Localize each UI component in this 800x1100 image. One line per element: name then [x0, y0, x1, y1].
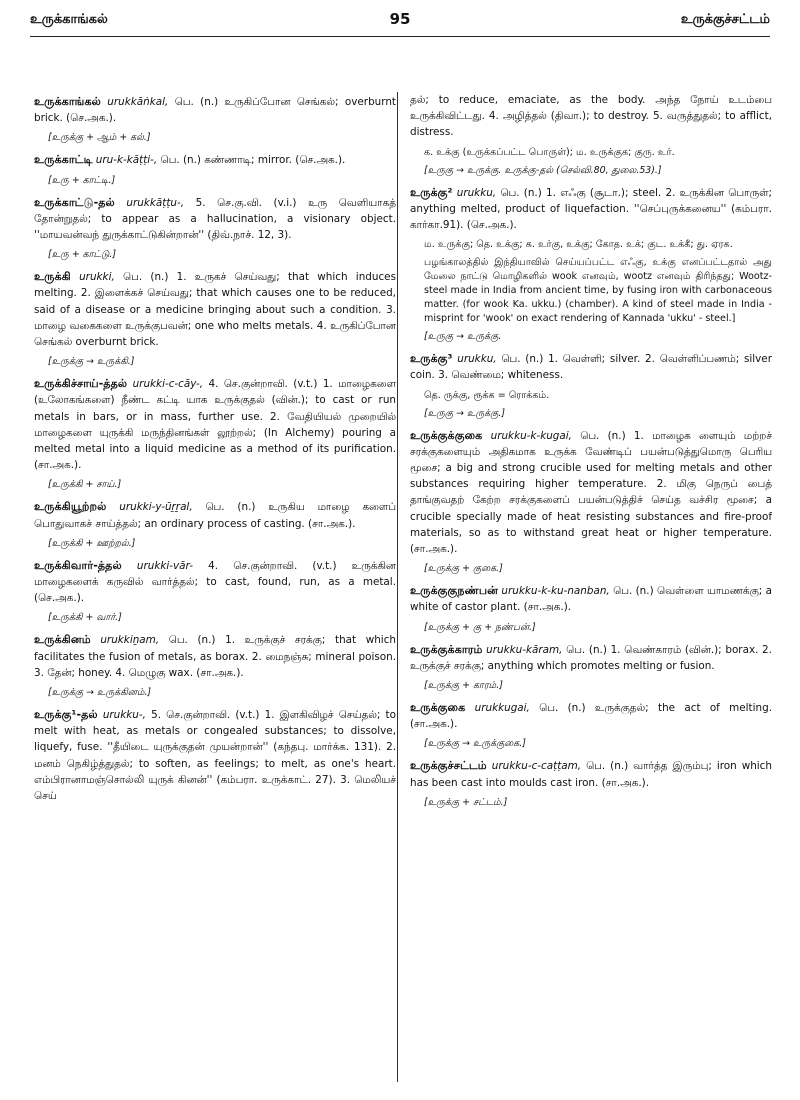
- entry-headword: உருக்கியூற்றல்: [34, 500, 107, 514]
- entry-transliteration: urukku,: [457, 353, 497, 366]
- dictionary-entry: [34, 94, 396, 126]
- entry-definition: பெ. (n.) உருகிய மாழை களைப் பொதுவாகச் சாய்த்தல்; an ordinary process of casting. (சா.அக.).: [34, 501, 396, 530]
- dictionary-entry: [34, 558, 396, 607]
- etymology: [உருகு → உருக்கு.: [424, 331, 502, 343]
- dictionary-entry: [410, 642, 772, 674]
- entry-definition: தல்; to reduce, emaciate, as the body. அந்த நோய் உடம்பை உருக்கிவிட்டது. 4. அழித்தல் (திவா.); to destroy. 5. வருத்துதல்; to afflict, distress.: [410, 94, 772, 139]
- dictionary-entry: [34, 499, 396, 531]
- entry-headword: உருக்கு²: [410, 185, 453, 199]
- entry-definition: பெ. (n.) 1. வெள்ளி; silver. 2. வெள்ளிப்பணம்; silver coin. 3. வெண்மை; whiteness.: [410, 353, 772, 382]
- entry-transliteration: urukku-c-caṭṭam,: [491, 760, 582, 773]
- dictionary-entry: [34, 376, 396, 473]
- dictionary-entry: [410, 92, 772, 141]
- entry-headword: உருக்கிச்சாய்-த்தல்: [34, 377, 128, 391]
- cognate-note: ம. உருக்கு; தெ. உக்கு; க. உர்கு, உக்கு; கோத. உக்; குட. உக்கீ; து. ஏரக.: [424, 239, 733, 251]
- etymology: [உருக்கு + காரம்.]: [424, 680, 503, 692]
- entry-headword: உருக்கிவார்-த்தல்: [34, 558, 122, 572]
- entry-transliteration: urukkiṉam,: [100, 634, 160, 647]
- entry-headword: உருக்குக்குகை: [410, 428, 483, 442]
- etymology: [உருகு → உருக்கு.]: [424, 407, 506, 419]
- dictionary-entry: [410, 758, 772, 790]
- entry-headword: உருக்குகை: [410, 701, 466, 715]
- entry-definition: 4. செ.குன்றாவி. (v.t.) 1. மாழைகளை (உலோகங்களை) நீண்ட கட்டி யாக உருக்குதல் (வின்.); to cast or run metals in bars, or in mass, further use. 2. வேதியியல் முறையில் மாழைகளை யுருக்கி மருந்தினங்கள் லூற்றல்; (In Alchemy) pouring a melted metal into a liquid medicine as a method of its purification. (சா.அக.).: [34, 378, 396, 472]
- entry-transliteration: uru-k-kāṭṭi-,: [95, 154, 158, 167]
- entry-definition: பெ. (n.) 1. உருகச் செய்வது; that which induces melting. 2. இளைக்கச் செய்வது; that which causes one to be reduced, said of a disease or a medicine bringing about such a condition. 3. மாழை வகைகளை உருக்குபவன்; one who melts metals. 4. உருகிப்போன செங்கல் overburnt brick.: [34, 271, 396, 349]
- entry-transliteration: urukkāṭṭu-,: [126, 196, 185, 209]
- dictionary-entry: [410, 428, 772, 558]
- entry-headword: உருக்காட்டி: [34, 153, 93, 167]
- entry-headword: உருக்காங்கல்: [34, 95, 101, 108]
- dictionary-entry: [34, 632, 396, 681]
- dictionary-entry: [34, 195, 396, 244]
- entry-headword: உருக்குக்காரம்: [410, 642, 483, 656]
- etymology: [உருக்கு → உருக்குகை.]: [424, 738, 526, 750]
- cognate-note: தெ. ருக்கு, ரூக்க = ரொக்கம்.: [424, 389, 550, 401]
- entry-definition: 5. செ.குன்றாவி. (v.t.) 1. இளகிவிழச் செய்தல்; to melt with heat, as metals or congealed substances; to dissolve, liquefy, fuse. ''தீயிடை யுருக்குதன் முயன்றான்'' (கந்தபு. மார்க்க. 131). 2. மனம் நெகிழ்த்துதல்; to soften, as feelings; to melt, as one's heart. எம்பிரானாமஞ்சொல்லி யுருக் கினன்'' (கம்பரா. உருக்காட். 27). 3. மெலியச் செய்: [34, 709, 396, 803]
- dictionary-entry: [34, 152, 396, 168]
- entry-transliteration: urukku-,: [102, 709, 146, 722]
- entry-definition: பெ. (n.) வெள்ளை யாமணக்கு; a white of castor plant. (சா.அக.).: [410, 585, 772, 614]
- column-divider: [397, 92, 398, 1082]
- entry-transliteration: urukki-c-cāy-,: [132, 378, 204, 391]
- dictionary-entry: [34, 269, 396, 350]
- dictionary-entry: [410, 351, 772, 383]
- etymology: [உருக்கு + ஆம் + கல்.]: [48, 132, 151, 144]
- etymology: [உருகு → உருக்கு. உருக்கு-தல் (செல்வி.80, துலை.53).]: [424, 164, 662, 176]
- dictionary-entry: [410, 185, 772, 234]
- dictionary-entry: [34, 707, 396, 804]
- entry-transliteration: urukku-k-ku-nanban,: [501, 585, 610, 598]
- entry-definition: பெ. (n.) 1. உருக்குச் சரக்கு; that which facilitates the fusion of metals, as borax. 2. மைநஞ்சு; mineral poison. 3. தேன்; honey. 4. மெழுகு wax. (சா.அக.).: [34, 634, 396, 679]
- etymology: [உருக்கு + கு + நண்பன்.]: [424, 621, 536, 633]
- entry-definition: 5. செ.கு.வி. (v.i.) உரு வெளியாகத் தோன்றுதல்; to appear as a hallucination, a visionary object. ''மாயவன்வந் துருக்காட்டுகின்றான்'' (திவ்.நாச். 12, 3).: [34, 196, 396, 242]
- etymology: [உருக்கு + குகை.]: [424, 563, 503, 575]
- right-guideword: உருக்குச்சட்டம்: [680, 12, 770, 27]
- etymology: [உருக்கி + சாய்.]: [48, 479, 122, 491]
- etymology: [உரு + காட்டு.]: [48, 249, 117, 261]
- page-number: 95: [389, 10, 411, 28]
- entry-headword: உருக்குகுநண்பன்: [410, 584, 499, 598]
- entry-definition: 4. செ.குன்றாவி. (v.t.) உருக்கின மாழைகளைக் கருவில் வார்த்தல்; to cast, found, run, as a metal. (செ.அக.).: [34, 559, 396, 605]
- etymology: [உருக்கி + ஊற்றல்.]: [48, 537, 136, 549]
- entry-transliteration: urukkāṅkal,: [107, 96, 169, 108]
- cognate-note: க. உக்கு (உருக்கப்பட்ட பொருள்); ம. உருக்குக; குரு. உர்.: [424, 146, 675, 158]
- entry-transliteration: urukku-k-kugai,: [490, 429, 572, 442]
- etymology: [உருக்கு + சட்டம்.]: [424, 796, 508, 808]
- entry-transliteration: urukki,: [79, 271, 115, 284]
- page-header: [30, 6, 770, 37]
- etymology: [உரு + காட்டி.]: [48, 174, 116, 186]
- etymology: [உருக்கு → உருக்கினம்.]: [48, 687, 152, 699]
- dictionary-entry: [410, 583, 772, 615]
- dictionary-entry: [410, 700, 772, 732]
- entry-definition: பெ. (n.) கண்ணாடி; mirror. (செ.அக.).: [160, 154, 346, 167]
- entry-headword: உருக்கி: [34, 270, 71, 284]
- entry-headword: உருக்கு¹-தல்: [34, 708, 98, 722]
- cognate-note: பழங்காலத்தில் இந்தியாவில் செய்யப்பட்ட எஃகு, உக்கு எனப்பட்டதால் அது மேலை நாட்டு மொழிகளில் wook எனவும், wootz எனவும் திரிந்தது; Wootz-steel made in India from ancient time, by fusing iron with carbonaceous matter. (for wook Ka. ukku.) (chamber). A kind of steel made in India - misprint for 'wook' on exact rendering of Kannada 'ukku' - steel.]: [424, 257, 772, 325]
- entry-transliteration: urukki-y-ūṟṟal,: [119, 501, 193, 514]
- entry-headword: உருக்கினம்: [34, 633, 91, 647]
- etymology: [உருக்கு → உருக்கி.]: [48, 356, 135, 368]
- entry-definition: பெ. (n.) உருக்குதல்; the act of melting. (சா.அக.).: [410, 702, 772, 731]
- entry-transliteration: urukki-vār-: [136, 559, 193, 572]
- entry-transliteration: urukkugai,: [474, 702, 530, 715]
- right-column: [410, 92, 772, 1084]
- entry-headword: உருக்கு³: [410, 352, 453, 366]
- entry-transliteration: urukku,: [456, 186, 497, 199]
- entry-definition: பெ. (n.) 1. எஃகு (சூடா.); steel. 2. உருக்கின பொருள்; anything melted, product of liquefaction. ''செப்புருக்கனைய'' (கம்பரா. கார்கா.91). (செ.அக.).: [410, 186, 772, 232]
- entry-headword: உருக்காட்டு-தல்: [34, 195, 115, 209]
- entry-definition: பெ. (n.) உருகிப்போன செங்கல்; overburnt brick. (செ.அக.).: [34, 96, 396, 125]
- entry-definition: பெ. (n.) வார்த்த இரும்பு; iron which has been cast into moulds cast iron. (சா.அக.).: [410, 760, 772, 789]
- entry-definition: பெ. (n.) 1. மாழைக ளையும் மற்றச் சரக்குகளையும் அதிகமாக உருக்க வேண்டிப் பயன்படுத்துமொரு பெரிய மூசை; a big and strong crucible used for melting metals and other substances requiring higher temperature. 2. மிகு நெருப் பைத் தாங்குவதற் கேற்ற சரக்குகளைப் பயன்படுத்திச் செய்த வச்சிர மூசை; a crucible specially made of heat resisting substances and fire-proof materials, so as to withstand great heat or higher temperature. (சா.அக.).: [410, 429, 772, 556]
- entry-definition: பெ. (n.) 1. வெண்காரம் (வின்.); borax. 2. உருக்குச் சரக்கு; anything which promotes melting or fusion.: [410, 643, 772, 672]
- left-guideword: உருக்காங்கல்: [30, 12, 108, 27]
- etymology: [உருக்கி + வார்.]: [48, 612, 122, 624]
- entry-headword: உருக்குச்சட்டம்: [410, 759, 487, 773]
- entry-transliteration: urukku-kāram,: [486, 643, 563, 656]
- left-column: [34, 94, 396, 1084]
